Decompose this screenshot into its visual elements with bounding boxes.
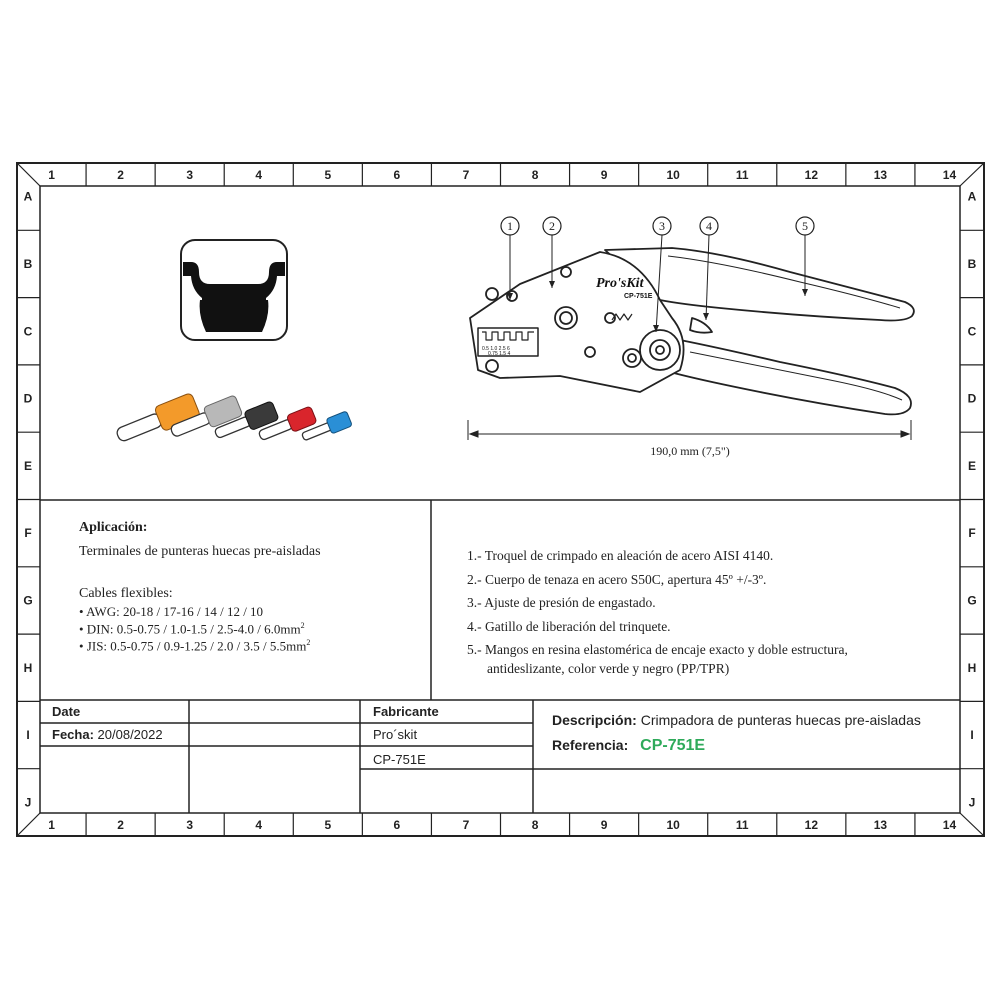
- cables-jis: [79, 638, 424, 655]
- reference-field: [552, 737, 705, 755]
- feature-1: 1.- Troquel de crimpado en aleación de acero AISI 4140.: [467, 548, 774, 563]
- application-section: [79, 520, 424, 655]
- column-label: 2: [117, 818, 124, 832]
- row-label: J: [24, 795, 32, 810]
- row-label: F: [968, 526, 976, 541]
- column-label: 8: [531, 818, 539, 832]
- row-label: I: [970, 728, 974, 743]
- application-subtitle: Terminales de punteras huecas pre-aisladas: [79, 544, 321, 559]
- column-label: 7: [462, 168, 470, 182]
- crimping-tool-drawing: [470, 248, 914, 414]
- application-title: Aplicación:: [79, 520, 148, 535]
- cables-din: [79, 621, 424, 638]
- maker-header: Fabricante: [373, 704, 439, 719]
- row-label: B: [967, 256, 977, 271]
- dimension-label: 190,0 mm (7,5"): [650, 444, 730, 458]
- cables-jis-text: • JIS: 0.5-0.75 / 0.9-1.25 / 2.0 / 3.5 / 5.5mm: [79, 638, 307, 654]
- row-label: D: [23, 391, 33, 406]
- row-label: G: [967, 593, 977, 608]
- column-label: 11: [735, 818, 749, 832]
- row-label: E: [967, 458, 977, 473]
- date-label: Fecha:: [52, 727, 94, 742]
- maker-model: CP-751E: [373, 752, 426, 767]
- model-mark: CP-751E: [624, 293, 653, 300]
- feature-3: 3.- Ajuste de presión de engastado.: [467, 595, 656, 610]
- column-label: 8: [531, 168, 539, 182]
- reference-label: Referencia:: [552, 737, 629, 753]
- column-label: 5: [324, 168, 332, 182]
- row-label: D: [967, 391, 977, 406]
- column-label: 13: [873, 818, 888, 832]
- row-label: H: [967, 660, 977, 675]
- date-header: Date: [52, 704, 81, 719]
- column-label: 14: [942, 168, 957, 182]
- column-label: 1: [48, 168, 55, 182]
- jis-sup: 2: [306, 638, 311, 647]
- column-label: 2: [117, 168, 124, 182]
- column-label: 13: [873, 168, 888, 182]
- column-label: 3: [186, 168, 194, 182]
- brand-logo: Pro'sKit: [596, 276, 644, 291]
- column-label: 10: [666, 168, 680, 182]
- column-label: 6: [393, 168, 401, 182]
- description-value: Crimpadora de punteras huecas pre-aisladas: [640, 712, 921, 728]
- column-label: 14: [942, 818, 957, 832]
- reference-value: CP-751E: [640, 737, 706, 754]
- row-label: F: [24, 526, 32, 541]
- feature-2: 2.- Cuerpo de tenaza en acero S50C, apertura 45º +/-3º.: [467, 571, 767, 587]
- feature-5-cont: antideslizante, color verde y negro (PP/TPR): [487, 660, 730, 676]
- features-list: [467, 544, 957, 676]
- row-label: C: [23, 324, 33, 339]
- date-field: [52, 727, 163, 742]
- callout-number: 5: [802, 219, 808, 233]
- column-label: 10: [666, 818, 680, 832]
- maker-value: Pro´skit: [373, 727, 418, 742]
- cables-din-text: • DIN: 0.5-0.75 / 1.0-1.5 / 2.5-4.0 / 6.0mm: [79, 621, 301, 637]
- row-label: E: [23, 458, 33, 473]
- column-label: 5: [324, 818, 332, 832]
- callout-number: 3: [659, 219, 665, 233]
- die-label: 0.5 1.0 2.5 6: [482, 346, 510, 352]
- dimension-line: [468, 420, 911, 440]
- feature-5: 5.- Mangos en resina elastomérica de encaje exacto y doble estructura,: [467, 642, 848, 657]
- row-label: A: [967, 189, 977, 204]
- row-label: B: [23, 256, 33, 271]
- description-field: [552, 712, 921, 728]
- column-label: 3: [186, 818, 194, 832]
- ferrule-row: [113, 392, 352, 448]
- column-label: 1: [48, 818, 55, 832]
- row-label: G: [23, 593, 33, 608]
- description-label: Descripción:: [552, 712, 637, 728]
- cables-title: Cables flexibles:: [79, 586, 173, 601]
- callout-number: 4: [706, 219, 712, 233]
- row-label: C: [967, 324, 977, 339]
- column-label: 12: [804, 818, 819, 832]
- din-sup: 2: [300, 621, 305, 630]
- row-label: H: [23, 660, 33, 675]
- callout-number: 2: [549, 219, 555, 233]
- column-label: 9: [600, 818, 608, 832]
- column-label: 6: [393, 818, 401, 832]
- column-label: 7: [462, 818, 470, 832]
- column-label: 4: [255, 818, 263, 832]
- row-label: J: [968, 795, 976, 810]
- column-label: 12: [804, 168, 819, 182]
- row-label: A: [23, 189, 33, 204]
- feature-4: 4.- Gatillo de liberación del trinquete.: [467, 618, 671, 634]
- date-value: 20/08/2022: [97, 727, 163, 742]
- lower-handle: [670, 340, 911, 414]
- column-label: 11: [735, 168, 749, 182]
- row-label: I: [26, 728, 30, 743]
- callout-number: 1: [507, 219, 513, 233]
- column-label: 4: [255, 168, 263, 182]
- cables-awg: • AWG: 20-18 / 17-16 / 14 / 12 / 10: [79, 604, 264, 619]
- column-label: 9: [600, 168, 608, 182]
- crimp-profile-icon: [181, 240, 287, 340]
- die-sizes: 0.75 1.5 4: [488, 351, 511, 357]
- callout-arrow: [703, 313, 709, 320]
